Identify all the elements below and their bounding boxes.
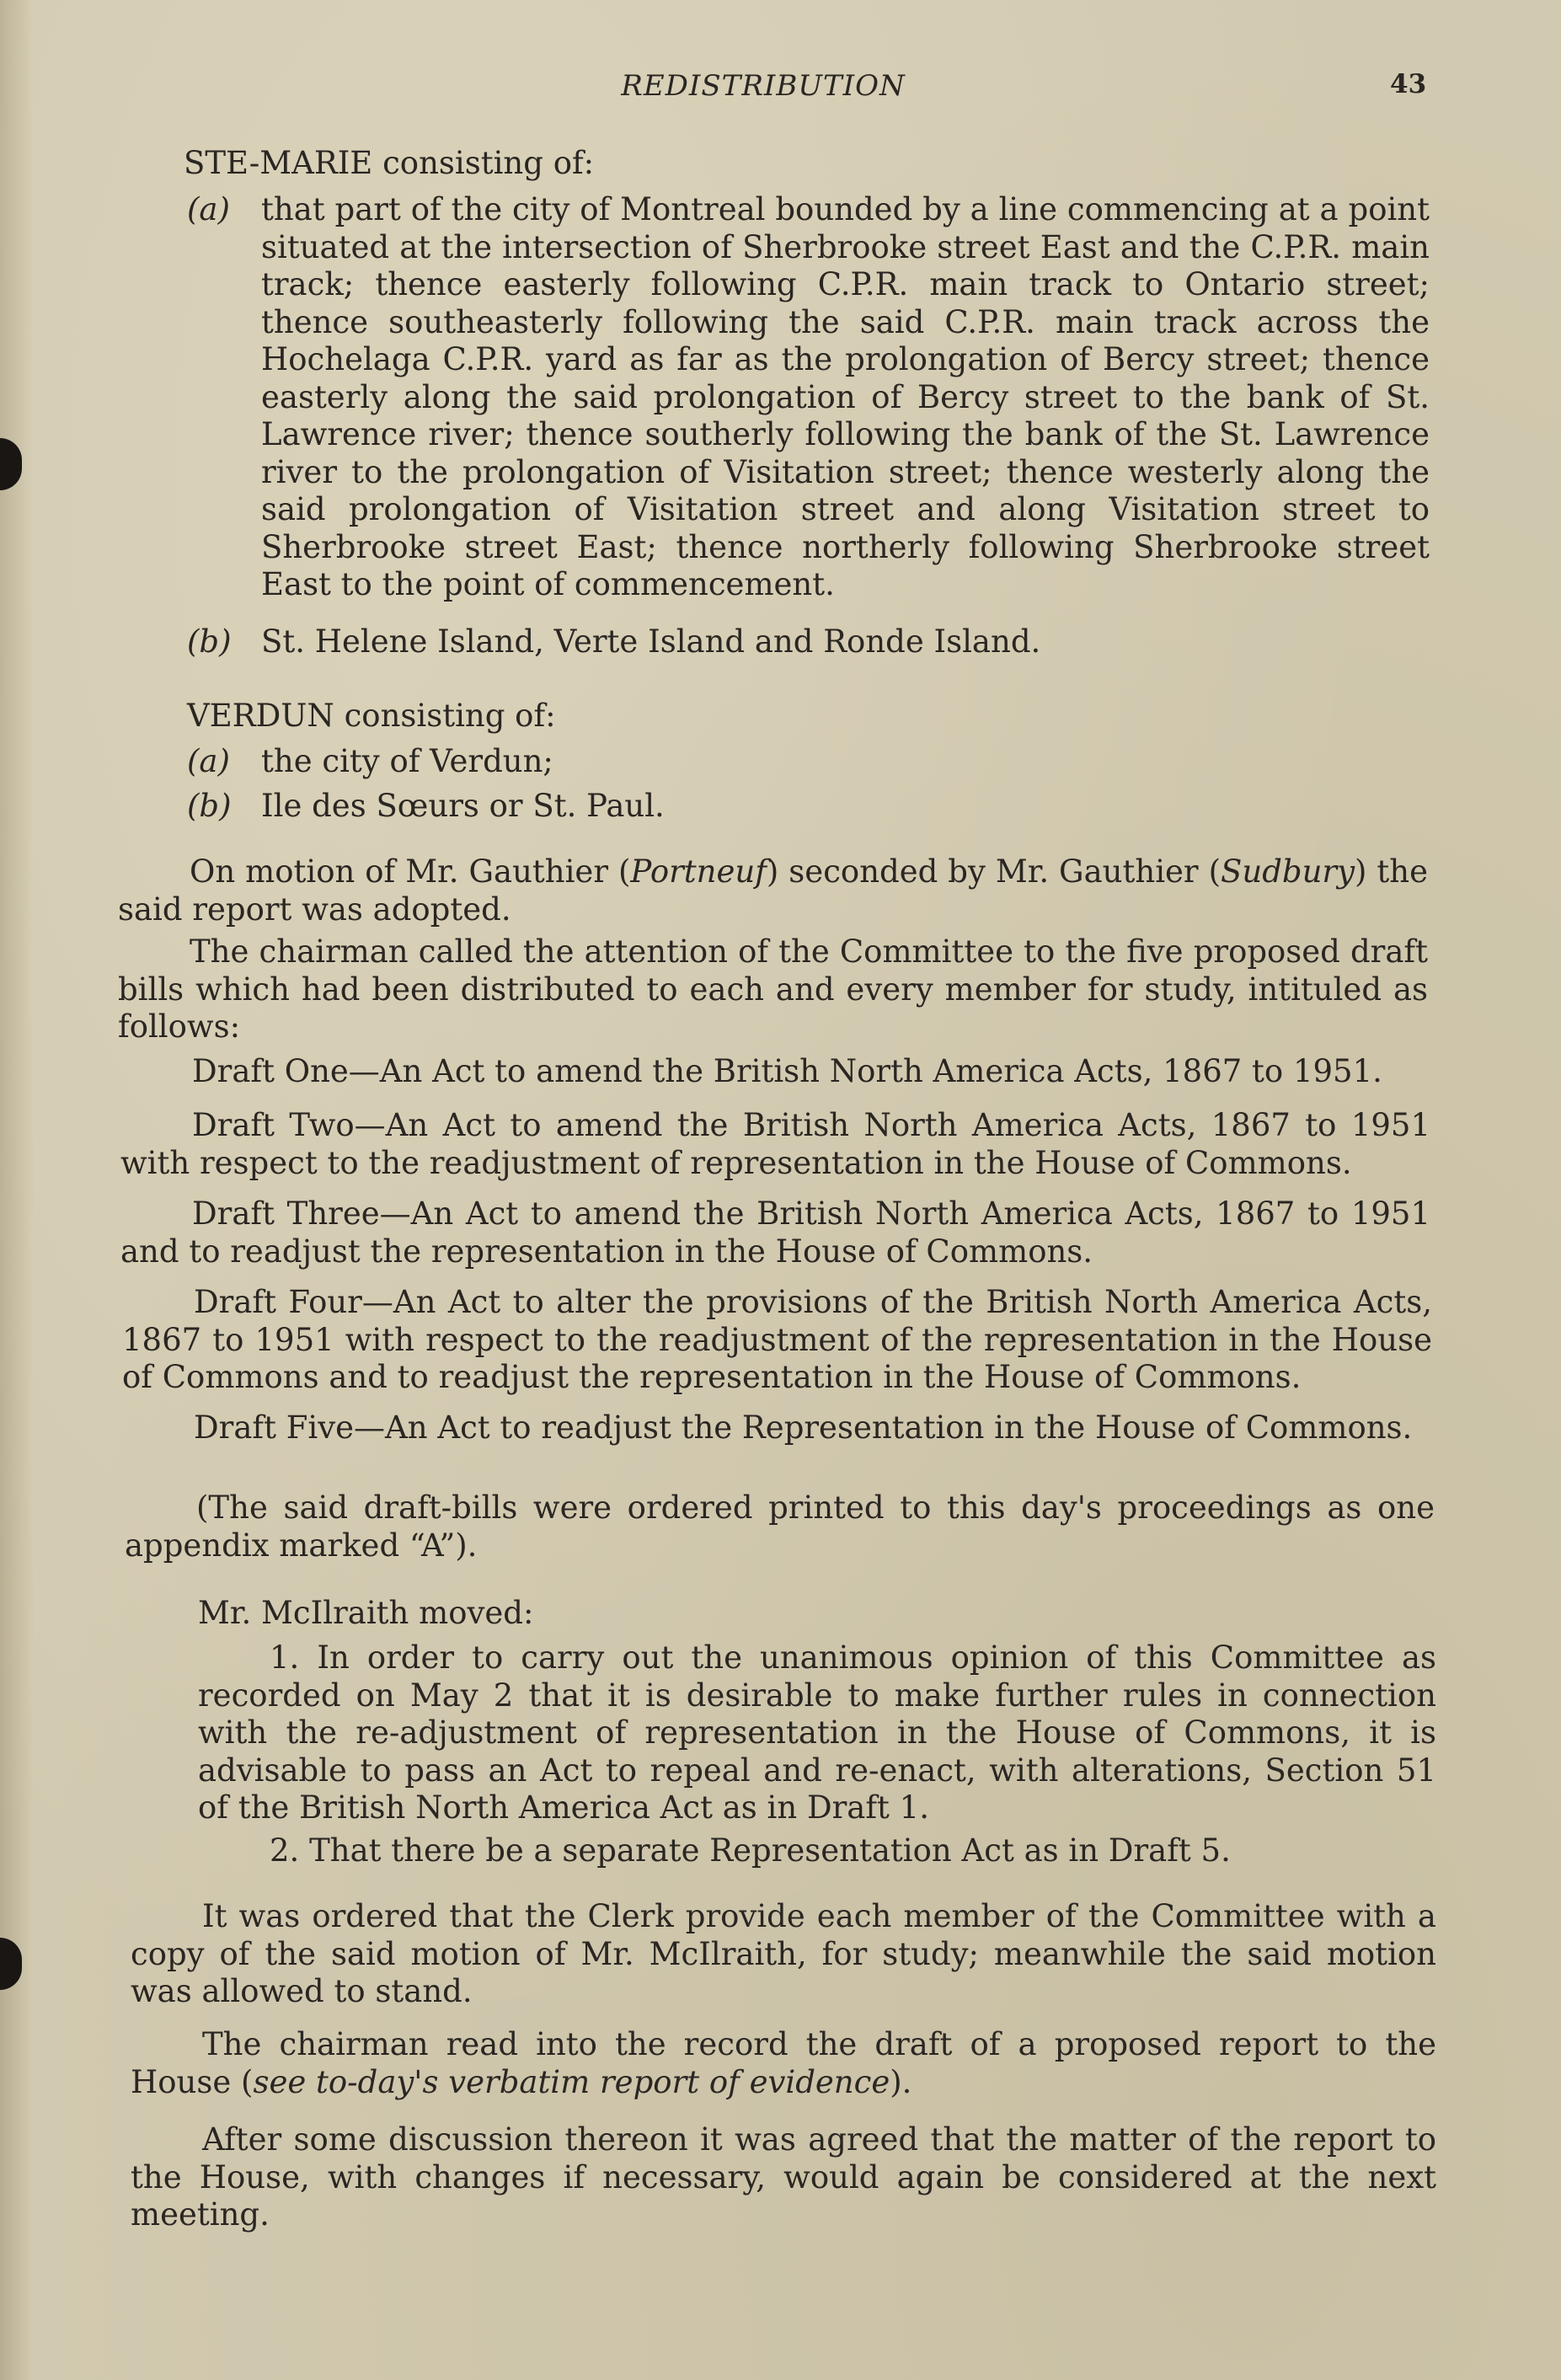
item-text: that part of the city of Montreal bounded by a line commencing at a point situated at the intersection of Sherbrooke street East and the C.P.R. main track; thence easterly following C.P.R. main track to Ontario street; thence southeasterly following the said C.P.R. main track across the Hochelaga C.P.R. yard as far as the prolongation of Bercy street; thence easterly along the said prolongation of Bercy street to the bank of St. Lawrence river; thence southerly following the bank of the St. Lawrence river to the prolongation of Visitation street; thence westerly along the said prolongation of Visitation street and along Visitation street to Sherbrooke street East; thence northerly following Sherbrooke street East to the point of commencement.	[261, 191, 1430, 602]
verdun-heading: VERDUN consisting of:	[187, 698, 556, 734]
text-run: The chairman read into the record the draft of a proposed report to the House (	[131, 2026, 1436, 2100]
text-run: ).	[890, 2063, 912, 2100]
ste-marie-heading: STE-MARIE consisting of:	[184, 145, 595, 181]
verdun-item-b	[187, 788, 1427, 826]
appendix-note: (The said draft-bills were ordered printed to this day's proceedings as one appendix marked “A”).	[125, 1490, 1435, 1564]
ste-marie-item-b	[187, 623, 1427, 662]
text-run: ) the said report was adopted.	[118, 853, 1428, 928]
report-paragraph	[131, 2026, 1436, 2101]
riding-name: Sudbury	[1221, 853, 1355, 890]
draft-item: Draft Five—An Act to readjust the Representation in the House of Commons.	[194, 1409, 1413, 1446]
draft-item: Draft Three—An Act to amend the British North America Acts, 1867 to 1951 and to readjust the representation in the House of Commons.	[120, 1195, 1430, 1270]
draft-item: Draft Two—An Act to amend the British North America Acts, 1867 to 1951 with respect to the readjustment of representation in the House of Commons.	[120, 1107, 1430, 1181]
draft-item: Draft Four—An Act to alter the provisions of the British North America Acts, 1867 to 1951 with respect to the readjustment of the representation in the House of Commons and to readjust the representation in the House of Commons.	[122, 1284, 1432, 1395]
page-number: 43	[1390, 69, 1427, 99]
ste-marie-item-a	[187, 191, 1430, 604]
binding-hole	[0, 1938, 22, 1990]
running-title: REDISTRIBUTION	[621, 69, 906, 103]
binding-hole	[0, 438, 22, 490]
mcilraith-moved: Mr. McIlraith moved:	[198, 1595, 534, 1631]
riding-name: Portneuf	[630, 853, 767, 890]
page-header	[0, 69, 1561, 111]
final-paragraph: After some discussion thereon it was agreed that the matter of the report to the House, with changes if necessary, would again be considered at the next meeting.	[131, 2121, 1436, 2233]
draft-item: Draft One—An Act to amend the British North America Acts, 1867 to 1951.	[192, 1053, 1382, 1089]
clerk-paragraph: It was ordered that the Clerk provide each member of the Committee with a copy of the said motion of Mr. McIlraith, for study; meanwhile the said motion was allowed to stand.	[131, 1898, 1436, 2009]
motion-item-2: 2. That there be a separate Representation Act as in Draft 5.	[270, 1832, 1231, 1869]
item-text: St. Helene Island, Verte Island and Ronde Island.	[261, 623, 1041, 660]
item-label: (b)	[187, 623, 232, 660]
verdun-item-a	[187, 743, 1427, 782]
item-text: the city of Verdun;	[261, 743, 553, 779]
motion-adopted-paragraph	[118, 853, 1428, 928]
text-run: On motion of Mr. Gauthier (	[190, 853, 631, 890]
text-run: ) seconded by Mr. Gauthier (	[766, 853, 1222, 890]
verbatim-reference: see to-day's verbatim report of evidence	[253, 2063, 890, 2100]
item-label: (a)	[187, 743, 230, 779]
item-label: (b)	[187, 788, 232, 824]
item-label: (a)	[187, 191, 230, 227]
chairman-paragraph: The chairman called the attention of the Committee to the five proposed draft bills which had been distributed to each and every member for study, intituled as follows:	[118, 933, 1428, 1045]
motion-item-1: 1. In order to carry out the unanimous opinion of this Committee as recorded on May 2 that it is desirable to make further rules in connection with the re-adjustment of representation in the House of Commons, it is advisable to pass an Act to repeal and re-enact, with alterations, Section 51 of the British North America Act as in Draft 1.	[198, 1639, 1436, 1826]
item-text: Ile des Sœurs or St. Paul.	[261, 788, 665, 824]
